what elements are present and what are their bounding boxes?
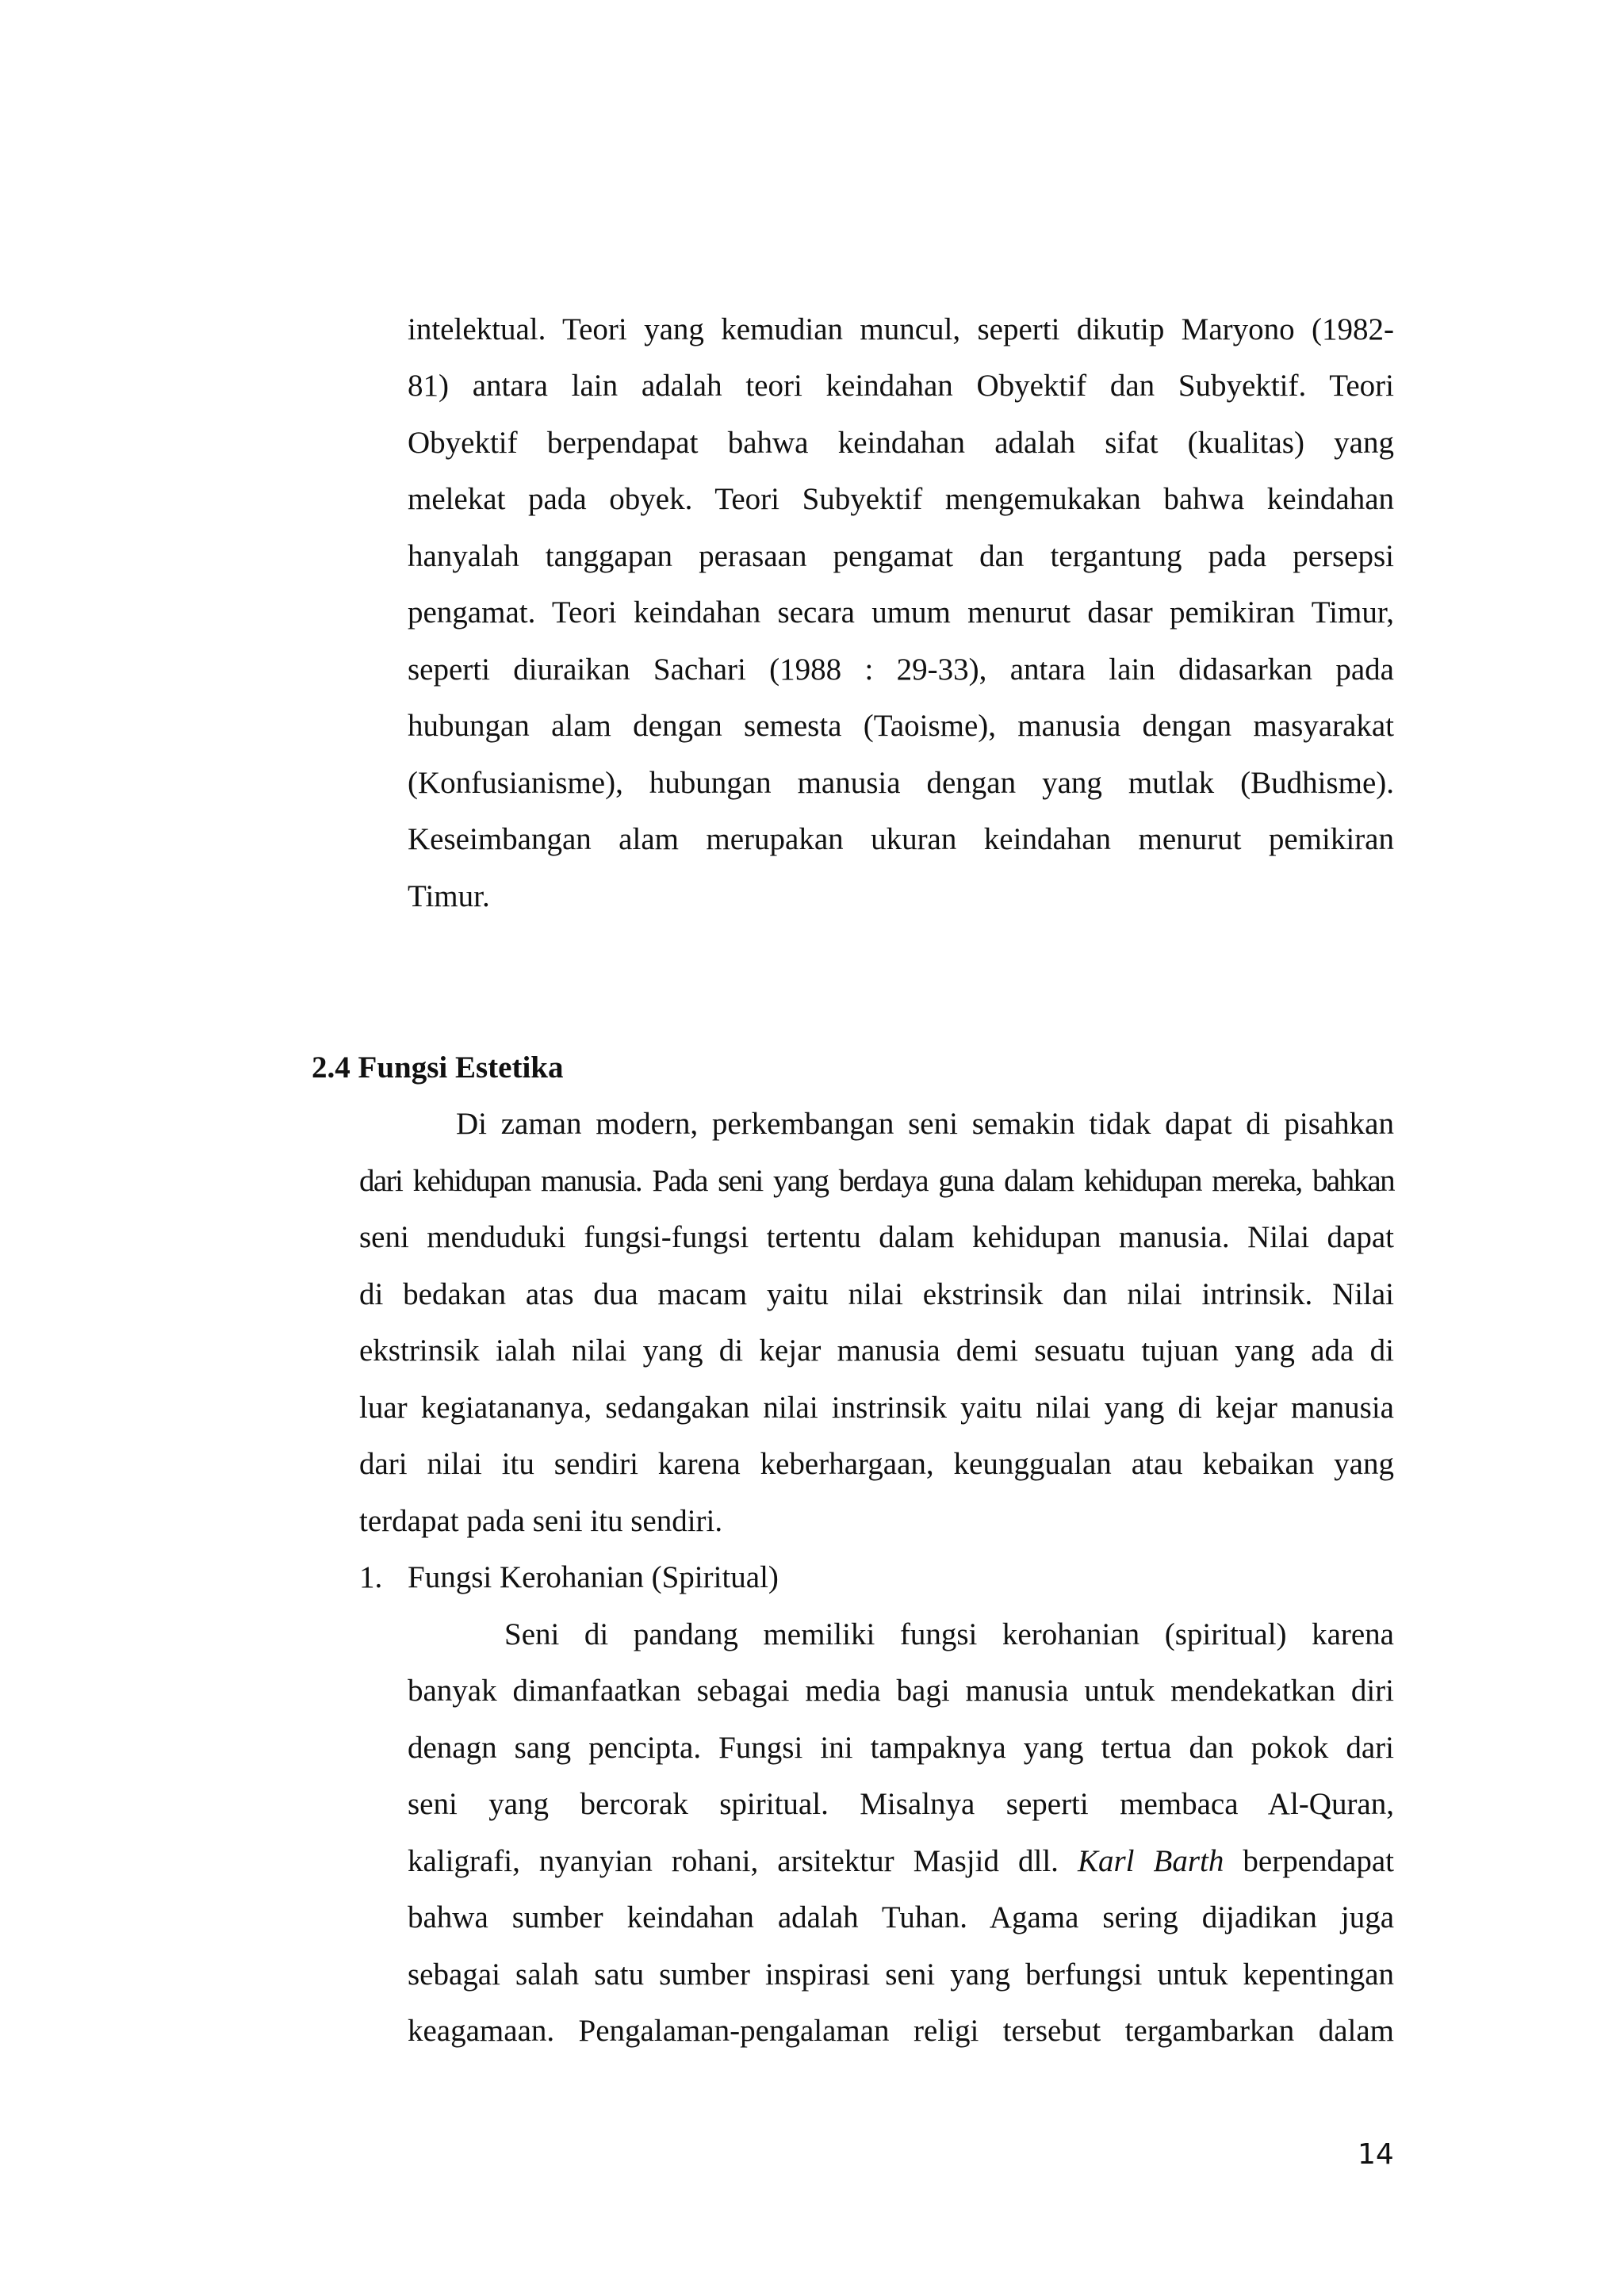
text-line: Seni di pandang memiliki fungsi kerohanian (spiritual) karena: [504, 1617, 1394, 1651]
text-line: [408, 1843, 1394, 1881]
text-line: Timur.: [408, 879, 490, 913]
list-item-title: Fungsi Kerohanian (Spiritual): [408, 1560, 779, 1594]
text-line: keagamaan. Pengalaman-pengalaman religi tersebut tergambarkan dalam: [408, 2014, 1394, 2048]
text-line: sebagai salah satu sumber inspirasi seni yang berfungsi untuk kepentingan: [408, 1957, 1394, 1992]
text-line: Keseimbangan alam merupakan ukuran keindahan menurut pemikiran: [408, 822, 1394, 856]
page-number: 14: [1358, 2138, 1394, 2171]
text-line: di bedakan atas dua macam yaitu nilai ekstrinsik dan nilai intrinsik. Nilai: [359, 1277, 1394, 1311]
text-span: kaligrafi, nyanyian rohani, arsitektur Masjid dll.: [408, 1844, 1059, 1878]
text-line: melekat pada obyek. Teori Subyektif mengemukakan bahwa keindahan: [408, 482, 1394, 516]
text-line: seni menduduki fungsi-fungsi tertentu dalam kehidupan manusia. Nilai dapat: [359, 1220, 1394, 1254]
text-line: hubungan alam dengan semesta (Taoisme), manusia dengan masyarakat: [408, 709, 1394, 743]
text-line: dari kehidupan manusia. Pada seni yang berdaya guna dalam kehidupan mereka, bahkan: [359, 1164, 1394, 1198]
text-line: hanyalah tanggapan perasaan pengamat dan tergantung pada persepsi: [408, 539, 1394, 573]
list-item-number: 1.: [359, 1560, 383, 1594]
text-span: berpendapat: [1243, 1844, 1394, 1878]
text-line: intelektual. Teori yang kemudian muncul, seperti dikutip Maryono (1982-: [408, 312, 1394, 346]
text-line: pengamat. Teori keindahan secara umum menurut dasar pemikiran Timur,: [408, 595, 1394, 629]
text-line: dari nilai itu sendiri karena keberhargaan, keunggualan atau kebaikan yang: [359, 1447, 1394, 1481]
text-line: bahwa sumber keindahan adalah Tuhan. Agama sering dijadikan juga: [408, 1900, 1394, 1934]
text-line: ekstrinsik ialah nilai yang di kejar manusia demi sesuatu tujuan yang ada di: [359, 1334, 1394, 1368]
text-line: Obyektif berpendapat bahwa keindahan adalah sifat (kualitas) yang: [408, 426, 1394, 460]
text-line: (Konfusianisme), hubungan manusia dengan yang mutlak (Budhisme).: [408, 766, 1394, 800]
text-line: Di zaman modern, perkembangan seni semakin tidak dapat di pisahkan: [456, 1107, 1394, 1141]
text-line: seni yang bercorak spiritual. Misalnya seperti membaca Al-Quran,: [408, 1787, 1394, 1821]
text-line: terdapat pada seni itu sendiri.: [359, 1504, 723, 1538]
text-line: seperti diuraikan Sachari (1988 : 29-33), antara lain didasarkan pada: [408, 652, 1394, 687]
text-line: banyak dimanfaatkan sebagai media bagi manusia untuk mendekatkan diri: [408, 1674, 1394, 1708]
section-heading: 2.4 Fungsi Estetika: [312, 1050, 564, 1085]
text-line: denagn sang pencipta. Fungsi ini tampaknya yang tertua dan pokok dari: [408, 1731, 1394, 1765]
italic-name: Karl Barth: [1077, 1844, 1224, 1878]
text-line: 81) antara lain adalah teori keindahan Obyektif dan Subyektif. Teori: [408, 369, 1394, 403]
text-line: luar kegiatananya, sedangakan nilai instrinsik yaitu nilai yang di kejar manusia: [359, 1391, 1394, 1425]
